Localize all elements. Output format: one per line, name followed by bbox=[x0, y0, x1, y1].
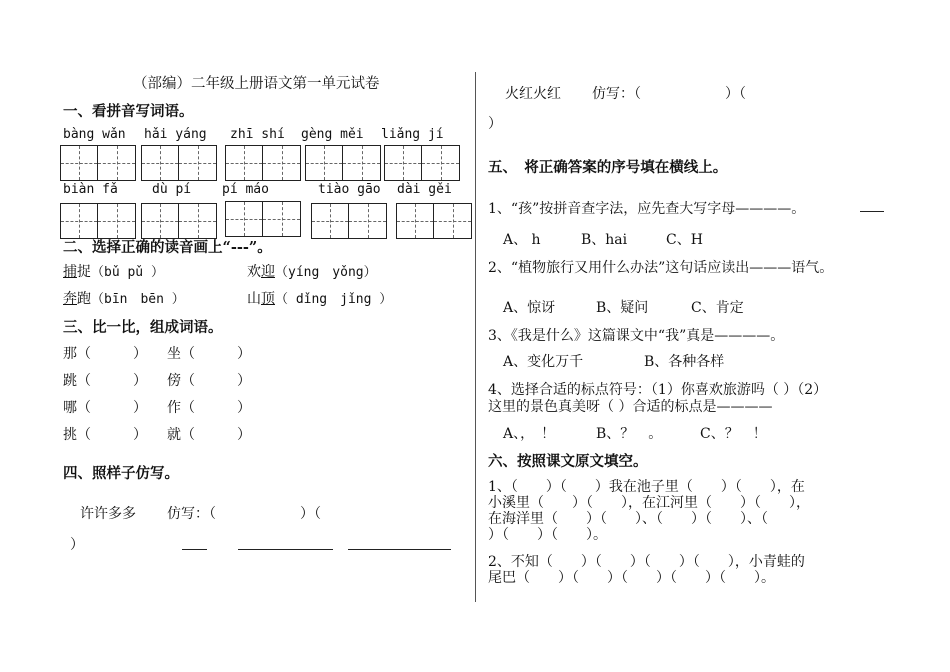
fill-line[interactable]: ）（ ）（ ）。 bbox=[488, 527, 607, 543]
imitate-blank-close: ） bbox=[488, 116, 502, 132]
word-blank[interactable]: 作（ ） bbox=[167, 400, 251, 416]
answer-line[interactable] bbox=[860, 211, 884, 212]
writing-grid[interactable] bbox=[305, 145, 381, 181]
reading-choice[interactable]: 山顶（ dǐng jǐng ） bbox=[247, 291, 393, 307]
section-2-heading: 二、选择正确的读音画上“---”。 bbox=[63, 239, 272, 256]
writing-grid[interactable] bbox=[225, 201, 301, 237]
writing-grid[interactable] bbox=[384, 145, 460, 181]
pinyin: gèng měi bbox=[301, 127, 364, 142]
question-2: 2、“植物旅行又用什么办法”这句话应读出———语气。 bbox=[488, 260, 834, 276]
section-5-heading: 五、 将正确答案的序号填在横线上。 bbox=[488, 159, 728, 176]
word-blank[interactable]: 坐（ ） bbox=[167, 346, 251, 362]
pinyin: bàng wǎn bbox=[63, 127, 126, 142]
word-blank[interactable]: 那（ ） bbox=[63, 346, 147, 362]
fill-line[interactable]: 尾巴（ ）（ ）（ ）（ ）（ ）。 bbox=[488, 570, 775, 586]
option[interactable]: C、？ ！ bbox=[700, 426, 767, 442]
pinyin: liǎng jí bbox=[381, 127, 444, 142]
question-4: 4、选择合适的标点符号：（1）你喜欢旅游吗（ ）（2） bbox=[488, 382, 828, 398]
word-blank[interactable]: 跳（ ） bbox=[63, 373, 147, 389]
writing-grid[interactable] bbox=[60, 145, 136, 181]
question-4: 这里的景色真美呀（ ）合适的标点是———— bbox=[488, 399, 773, 415]
pinyin: dù pí bbox=[152, 182, 192, 197]
question-1: 1、“孩”按拼音查字法，应先查大写字母————。 bbox=[488, 201, 806, 217]
writing-grid[interactable] bbox=[141, 145, 217, 181]
column-divider bbox=[475, 72, 476, 602]
writing-grid[interactable] bbox=[141, 203, 217, 239]
imitate-blank-close: ） bbox=[70, 537, 84, 553]
option[interactable]: C、肯定 bbox=[691, 300, 744, 316]
example-word: 许许多多 bbox=[80, 506, 136, 522]
pinyin: tiào gāo bbox=[318, 182, 381, 197]
writing-grid[interactable] bbox=[396, 203, 472, 239]
option[interactable]: B、？ 。 bbox=[596, 426, 663, 442]
option[interactable]: A、惊讶 bbox=[503, 300, 556, 316]
option[interactable]: B、各种各样 bbox=[644, 354, 725, 370]
answer-line[interactable] bbox=[182, 549, 207, 550]
option[interactable]: B、疑问 bbox=[596, 300, 649, 316]
writing-grid[interactable] bbox=[311, 203, 387, 239]
reading-choice[interactable]: 奔跑（bīn bēn ） bbox=[63, 291, 185, 307]
pinyin: zhī shí bbox=[230, 127, 285, 142]
option[interactable]: A、变化万千 bbox=[503, 354, 584, 370]
page-title: （部编）二年级上册语文第一单元试卷 bbox=[133, 76, 380, 92]
writing-grid[interactable] bbox=[225, 145, 301, 181]
section-4-heading: 四、照样子仿写。 bbox=[63, 465, 179, 482]
word-blank[interactable]: 傍（ ） bbox=[167, 373, 251, 389]
option[interactable]: A、， ！ bbox=[503, 426, 556, 442]
imitate-blank[interactable]: 仿写：（ ）（ bbox=[592, 86, 746, 102]
option[interactable]: C、H bbox=[666, 232, 703, 248]
word-blank[interactable]: 哪（ ） bbox=[63, 400, 147, 416]
section-6-heading: 六、按照课文原文填空。 bbox=[488, 453, 648, 470]
pinyin: pí máo bbox=[222, 182, 269, 197]
fill-line[interactable]: 2、不知（ ）（ ）（ ）（ ），小青蛙的 bbox=[488, 554, 805, 570]
question-3: 3、《我是什么》这篇课文中“我”真是————。 bbox=[488, 328, 785, 344]
answer-line[interactable] bbox=[348, 549, 451, 550]
imitate-blank[interactable]: 仿写：（ ）（ bbox=[167, 506, 321, 522]
section-3-heading: 三、比一比，组成词语。 bbox=[63, 319, 223, 336]
word-blank[interactable]: 挑（ ） bbox=[63, 427, 147, 443]
fill-line[interactable]: 1、（ ）（ ）我在池子里（ ）（ ），在 bbox=[488, 479, 805, 495]
reading-choice[interactable]: 捕捉（bǔ pǔ ） bbox=[63, 264, 164, 280]
reading-choice[interactable]: 欢迎（yíng yǒng） bbox=[247, 264, 377, 280]
option[interactable]: B、hai bbox=[581, 232, 628, 248]
pinyin: dài gěi bbox=[397, 182, 452, 197]
fill-line[interactable]: 在海洋里（ ）（ ）、（ ）（ ）、（ bbox=[488, 511, 768, 527]
writing-grid[interactable] bbox=[60, 203, 136, 239]
option[interactable]: A、 h bbox=[503, 232, 541, 248]
fill-line[interactable]: 小溪里（ ）（ ），在江河里（ ）（ ）， bbox=[488, 495, 810, 511]
section-1-heading: 一、看拼音写词语。 bbox=[63, 103, 194, 120]
answer-line[interactable] bbox=[238, 549, 333, 550]
pinyin: biàn fǎ bbox=[63, 182, 118, 197]
example-word: 火红火红 bbox=[505, 86, 561, 102]
pinyin: hǎi yáng bbox=[144, 127, 207, 142]
word-blank[interactable]: 就（ ） bbox=[167, 427, 251, 443]
